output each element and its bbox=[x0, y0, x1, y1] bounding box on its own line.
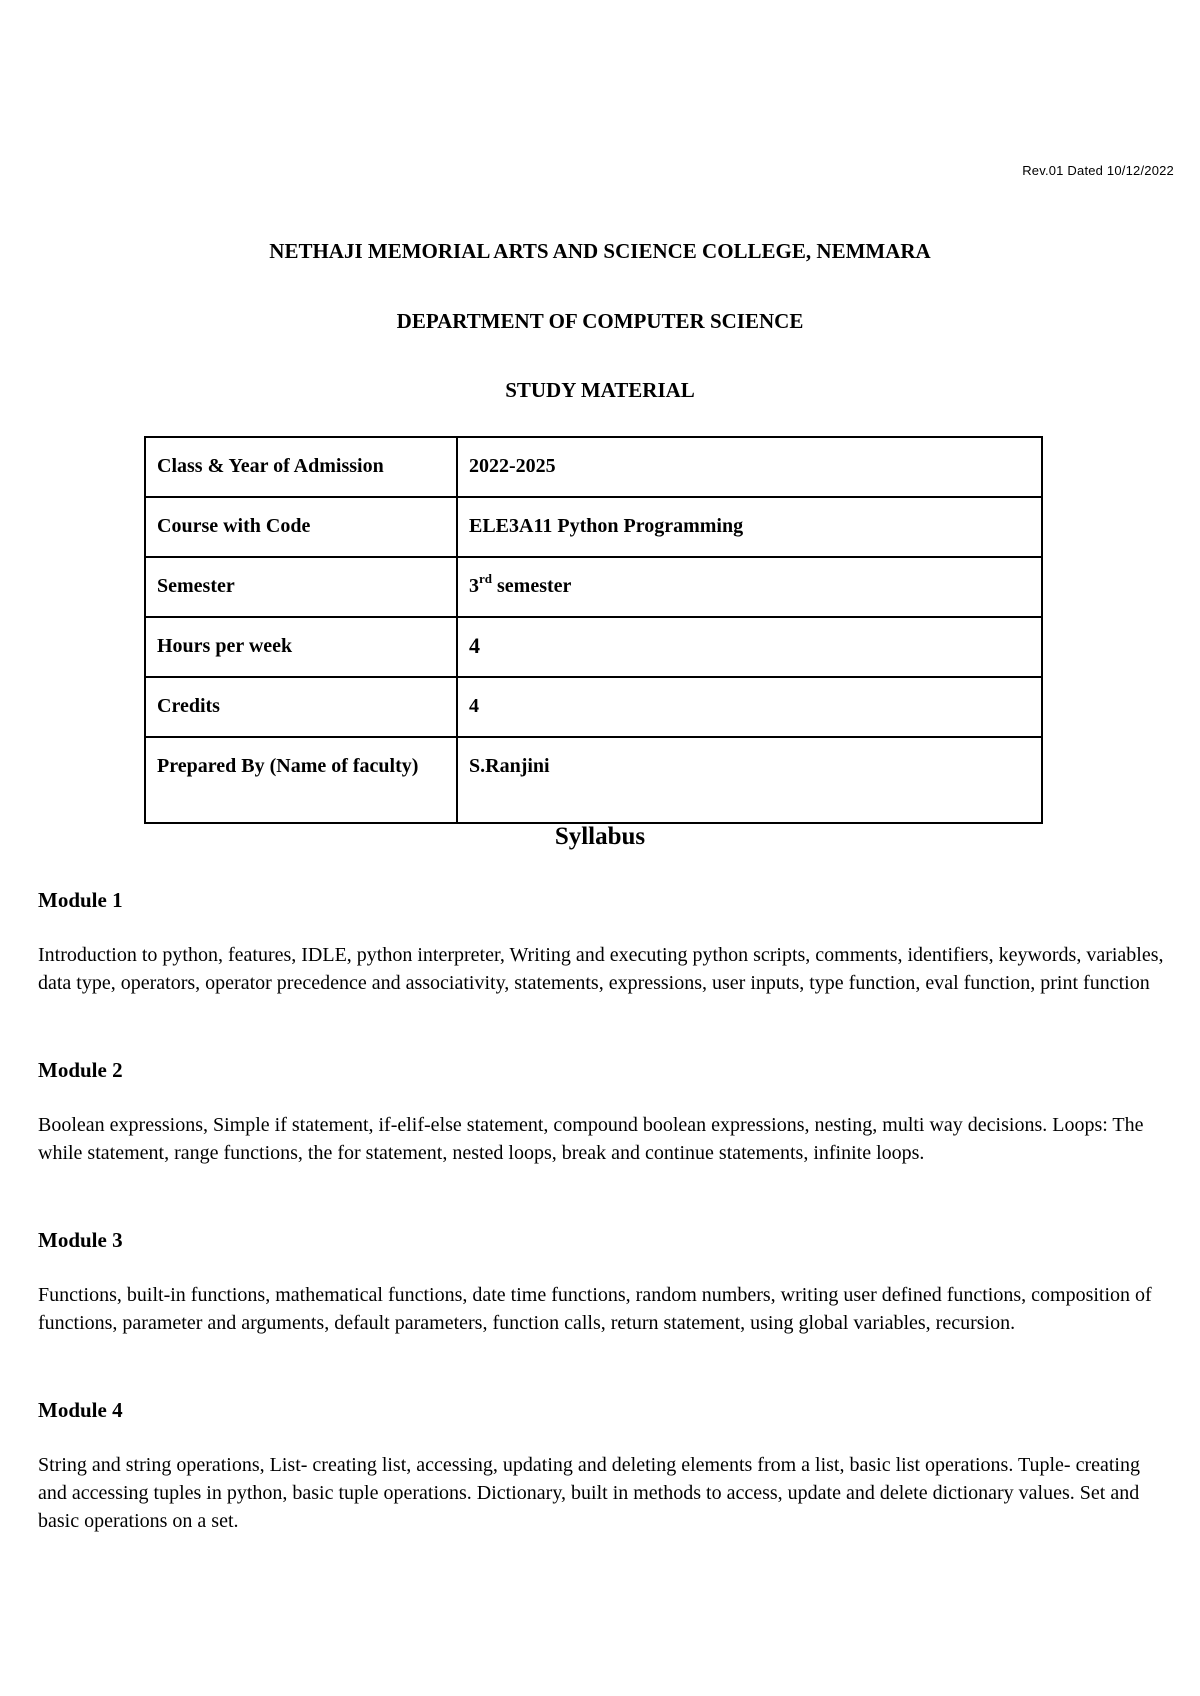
prepared-by-value: S.Ranjini bbox=[457, 737, 1042, 823]
module-section bbox=[38, 1396, 1168, 1535]
revision-note: Rev.01 Dated 10/12/2022 bbox=[1022, 163, 1174, 178]
table-row bbox=[145, 617, 1042, 677]
table-row bbox=[145, 497, 1042, 557]
module-section bbox=[38, 1226, 1168, 1337]
class-year-value: 2022-2025 bbox=[457, 437, 1042, 497]
course-value: ELE3A11 Python Programming bbox=[457, 497, 1042, 557]
module-content: String and string operations, List- creating list, accessing, updating and deleting elements from a list, basic list operations. Tuple- creating and accessing tuples in python, basic tuple operations. Dictionary, built in methods to access, update and delete dictionary values. Set and basic operations on a set. bbox=[38, 1454, 1140, 1532]
module-title: Module 4 bbox=[38, 1398, 123, 1422]
module-content: Introduction to python, features, IDLE, python interpreter, Writing and executing python scripts, comments, identifiers, keywords, variables, data type, operators, operator precedence and associativity, statements, expressions, user inputs, type function, eval function, print function bbox=[38, 944, 1164, 994]
semester-number: 3 bbox=[469, 575, 479, 597]
course-label: Course with Code bbox=[145, 497, 457, 557]
module-title: Module 2 bbox=[38, 1058, 123, 1082]
module-content: Boolean expressions, Simple if statement, if-elif-else statement, compound boolean expressions, nesting, multi way decisions. Loops: The while statement, range functions, the for statement, nested loops, break and continue statements, infinite loops. bbox=[38, 1114, 1144, 1164]
table-row bbox=[145, 737, 1042, 823]
module-content: Functions, built-in functions, mathematical functions, date time functions, random numbers, writing user defined functions, composition of functions, parameter and arguments, default parameters, function calls, return statement, using global variables, recursion. bbox=[38, 1284, 1152, 1334]
semester-value bbox=[457, 557, 1042, 617]
document-type: STUDY MATERIAL bbox=[505, 378, 695, 402]
credits-value: 4 bbox=[457, 677, 1042, 737]
prepared-by-label: Prepared By (Name of faculty) bbox=[145, 737, 457, 823]
hours-label: Hours per week bbox=[145, 617, 457, 677]
syllabus-title: Syllabus bbox=[554, 823, 646, 850]
table-row bbox=[145, 677, 1042, 737]
college-name: NETHAJI MEMORIAL ARTS AND SCIENCE COLLEGE, NEMMARA bbox=[269, 239, 931, 263]
semester-suffix: rd bbox=[479, 571, 492, 586]
course-info-table bbox=[144, 436, 1043, 824]
hours-value: 4 bbox=[457, 617, 1042, 677]
semester-word: semester bbox=[492, 575, 572, 597]
module-section bbox=[38, 1056, 1168, 1167]
module-section bbox=[38, 886, 1168, 997]
department-name: DEPARTMENT OF COMPUTER SCIENCE bbox=[396, 309, 804, 333]
credits-label: Credits bbox=[145, 677, 457, 737]
table-row bbox=[145, 437, 1042, 497]
module-title: Module 3 bbox=[38, 1228, 123, 1252]
module-title: Module 1 bbox=[38, 888, 123, 912]
table-row bbox=[145, 557, 1042, 617]
class-year-label: Class & Year of Admission bbox=[145, 437, 457, 497]
semester-label: Semester bbox=[145, 557, 457, 617]
